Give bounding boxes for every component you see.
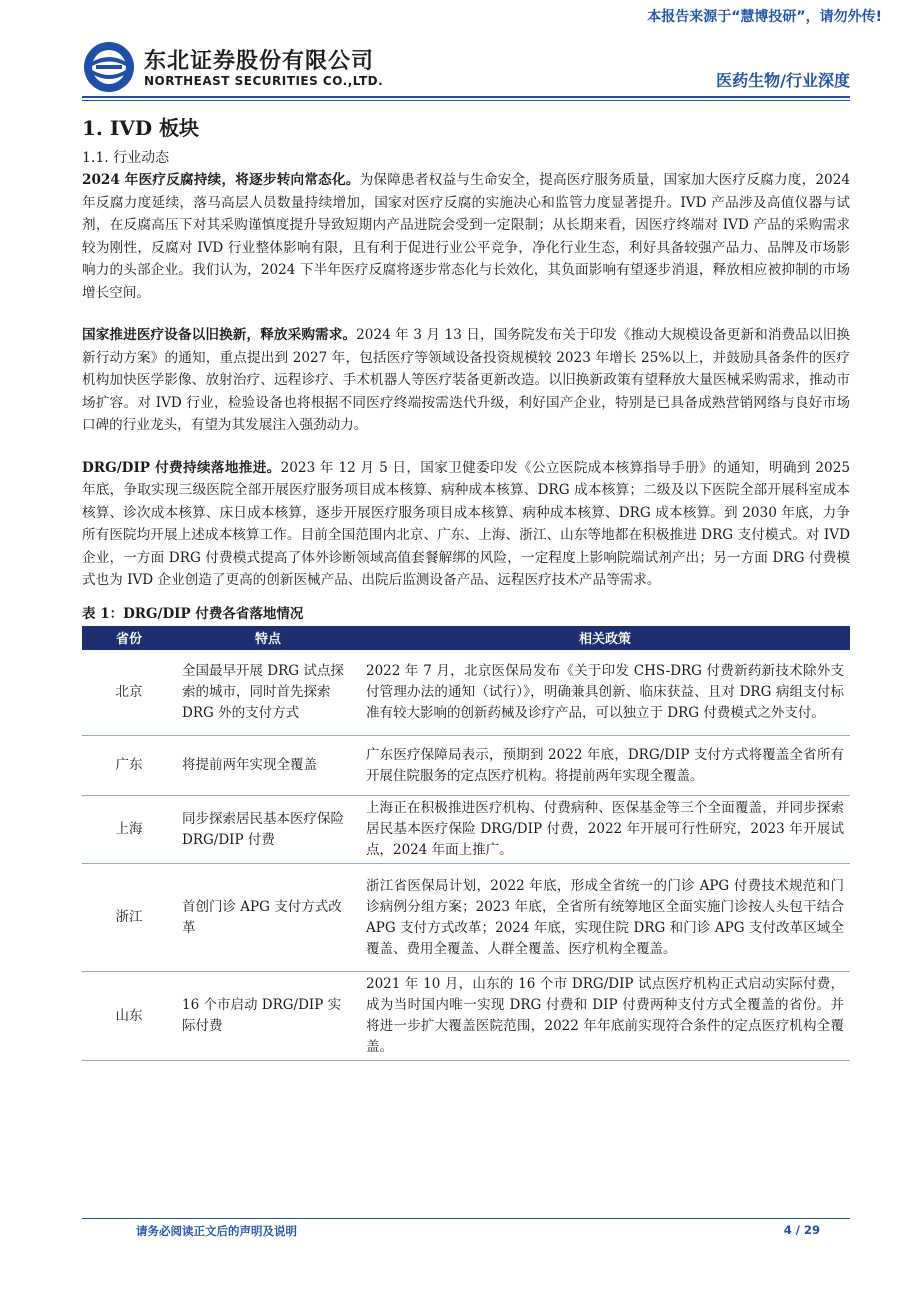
header-divider-thin <box>82 100 850 101</box>
drg-policy-table <box>82 626 850 1062</box>
policy-cell: 浙江省医保局计划，2022 年底，形成全省统一的门诊 APG 付费技术规范和门诊病例分组方案；2023 年底，全省所有统筹地区全面实施门诊按人头包干结合 APG 支付方式改革；2024 年底，实现住院 DRG 和门诊 APG 支付改革区域全覆盖、费用全覆盖、人群全覆盖、医疗机构全覆盖。 <box>360 864 850 972</box>
table-row <box>82 736 850 796</box>
province-cell: 北京 <box>82 650 176 736</box>
province-cell: 山东 <box>82 972 176 1061</box>
report-type: 医药生物/行业深度 <box>716 71 850 90</box>
paragraph-lead: 国家推进医疗设备以旧换新，释放采购需求。 <box>82 327 357 343</box>
column-header-province: 省份 <box>82 626 176 650</box>
feature-cell: 将提前两年实现全覆盖 <box>176 736 360 796</box>
header-divider <box>82 96 850 98</box>
feature-cell: 同步探索居民基本医疗保险 DRG/DIP 付费 <box>176 796 360 864</box>
column-header-policy: 相关政策 <box>360 626 850 650</box>
company-logo-icon <box>82 40 136 94</box>
feature-cell: 首创门诊 APG 支付方式改革 <box>176 864 360 972</box>
footer-disclaimer: 请务必阅读正文后的声明及说明 <box>136 1224 297 1238</box>
table-row <box>82 796 850 864</box>
company-name-cn: 东北证券股份有限公司 <box>144 49 375 74</box>
policy-cell: 2021 年 10 月，山东的 16 个市 DRG/DIP 试点医疗机构正式启动实际付费，成为当时国内唯一实现 DRG 付费和 DIP 付费两种支付方式全覆盖的省份。并将进一步扩大覆盖医院范围，2022 年年底前实现符合条件的定点医疗机构全覆盖。 <box>360 972 850 1061</box>
paragraph-body: 2024 年 3 月 13 日，国务院发布关于印发《推动大规模设备更新和消费品以旧换新行动方案》的通知，重点提出到 2027 年，包括医疗等领域设备投资规模较 2023 年增长 25%以上，并鼓励具备条件的医疗机构加快医学影像、放射治疗、远程诊疗、手术机器人等医疗装备更新改造。以旧换新政策有望释放大量医械采购需求，推动市场扩容。对 IVD 行业，检验设备也将根据不同医疗终端按需迭代升级，利好国产企业，特别是已具备成熟营销网络与良好市场口碑的行业龙头，有望为其发展注入强劲动力。 <box>82 327 850 433</box>
paragraph-drg-dip <box>82 457 850 592</box>
paragraph-anticorruption <box>82 169 850 304</box>
footer-divider <box>82 1218 850 1219</box>
policy-cell: 上海正在积极推进医疗机构、付费病种、医保基金等三个全面覆盖，并同步探索居民基本医疗保险 DRG/DIP 付费，2022 年开展可行性研究，2023 年开展试点，2024 年面上推广。 <box>360 796 850 864</box>
source-notice: 本报告来源于“慧博投研”，请勿外传! <box>647 9 882 25</box>
table-title: 表 1：DRG/DIP 付费各省落地情况 <box>82 605 304 622</box>
province-cell: 上海 <box>82 796 176 864</box>
feature-cell: 全国最早开展 DRG 试点探索的城市，同时首先探索 DRG 外的支付方式 <box>176 650 360 736</box>
feature-cell: 16 个市启动 DRG/DIP 实际付费 <box>176 972 360 1061</box>
paragraph-equipment-renewal <box>82 324 850 437</box>
paragraph-body: 为保障患者权益与生命安全，提高医疗服务质量，国家加大医疗反腐力度，2024 年反腐力度延续，落马高层人员数量持续增加，国家对医疗反腐的实施决心和监管力度显著提升。IVD 产品涉及高值仪器与试剂，在反腐高压下对其采购谨慎度提升导致短期内产品进院会受到一定限制；从长期来看，因医疗终端对 IVD 产品的采购需求较为刚性，反腐对 IVD 行业整体影响有限，且有利于促进行业公平竞争，净化行业生态，利好具备较强产品力、品牌及市场影响力的头部企业。我们认为，2024 下半年医疗反腐将逐步常态化与长效化，其负面影响有望逐步消退，释放相应被抑制的市场增长空间。 <box>82 172 850 301</box>
table-row <box>82 864 850 972</box>
province-cell: 广东 <box>82 736 176 796</box>
page-header <box>82 40 850 96</box>
table-header-row <box>82 626 850 650</box>
paragraph-body: 2023 年 12 月 5 日，国家卫健委印发《公立医院成本核算指导手册》的通知，明确到 2025 年底，争取实现三级医院全部开展医疗服务项目成本核算、病种成本核算、DRG 成本核算；二级及以下医院全部开展科室成本核算、诊次成本核算、床日成本核算，逐步开展医疗服务项目成本核算、病种成本核算、DRG 成本核算。到 2030 年底，力争所有医院均开展上述成本核算工作。目前全国范围内北京、广东、上海、浙江、山东等地都在积极推进 DRG 支付模式。对 IVD 企业，一方面 DRG 付费模式提高了体外诊断领域高值套餐解绑的风险，一定程度上影响院端试剂产出；另一方面 DRG 付费模式也为 IVD 企业创造了更高的创新医械产品、出院后监测设备产品、远程医疗技术产品等需求。 <box>82 459 851 588</box>
paragraph-lead: 2024 年医疗反腐持续，将逐步转向常态化。 <box>82 172 360 188</box>
section-heading: 1. IVD 板块 <box>82 116 200 140</box>
page-number: 4 / 29 <box>783 1223 820 1237</box>
table-row <box>82 650 850 736</box>
table-row <box>82 972 850 1061</box>
subsection-heading: 1.1. 行业动态 <box>82 150 170 166</box>
province-cell: 浙江 <box>82 864 176 972</box>
policy-cell: 2022 年 7 月，北京医保局发布《关于印发 CHS-DRG 付费新药新技术除外支付管理办法的通知（试行）》，明确兼具创新、临床获益、且对 DRG 病组支付标准有较大影响的创新药械及诊疗产品，可以独立于 DRG 付费模式之外支付。 <box>360 650 850 736</box>
main-content <box>82 112 850 1061</box>
company-name-en: NORTHEAST SECURITIES CO.,LTD. <box>144 74 384 88</box>
column-header-feature: 特点 <box>176 626 360 650</box>
paragraph-lead: DRG/DIP 付费持续落地推进。 <box>82 459 281 476</box>
policy-cell: 广东医疗保障局表示，预期到 2022 年底，DRG/DIP 支付方式将覆盖全省所有开展住院服务的定点医疗机构。将提前两年实现全覆盖。 <box>360 736 850 796</box>
